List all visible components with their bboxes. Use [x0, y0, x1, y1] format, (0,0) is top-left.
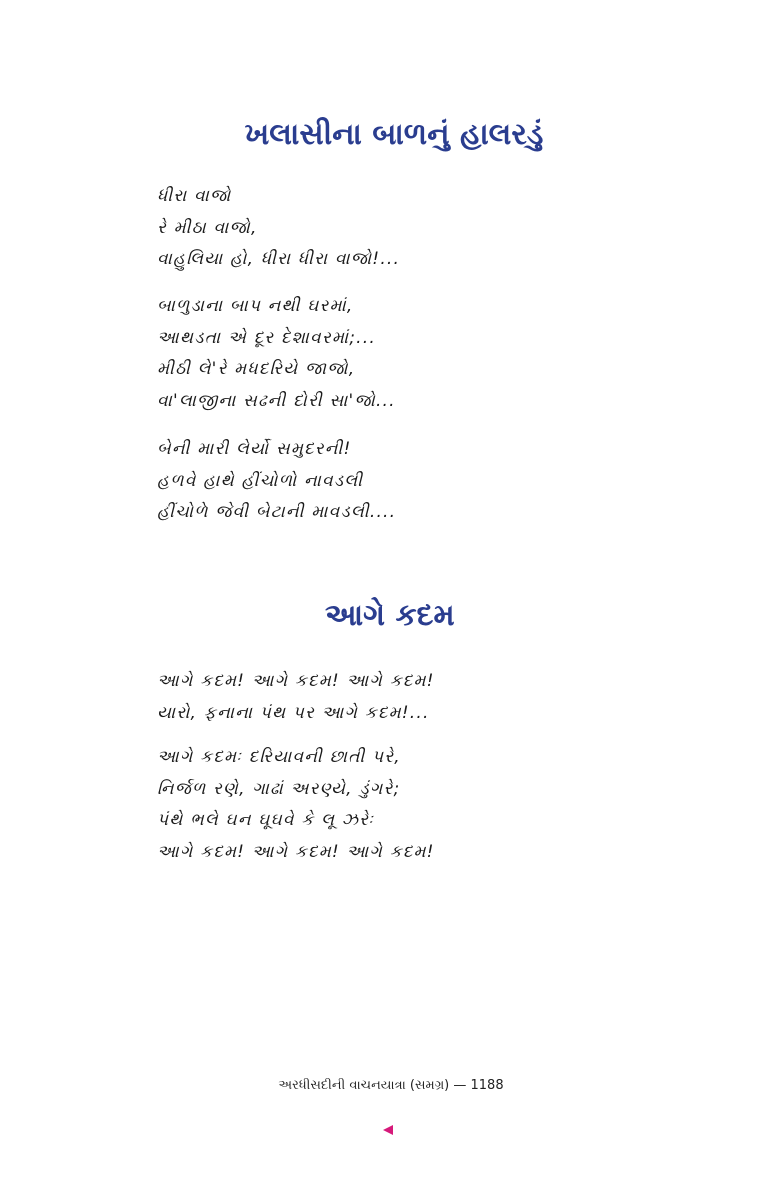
poem-line: યારો, ફનાના પંથ પર આગે કદમ!... [157, 702, 430, 723]
poem-line: આથડતા એ દૂર દેશાવરમાં;... [157, 327, 376, 348]
previous-page-button[interactable] [378, 1120, 398, 1140]
poem-title-2: આગે કદમ [325, 598, 455, 633]
poem-1-stanza-1 [157, 181, 400, 276]
poem-line: પંથે ભલે ઘન ઘૂઘવે કે લૂ ઝરેઃ [157, 810, 375, 830]
poem-line: બેની મારી લેર્યો સમુદરની! [157, 439, 352, 459]
poem-line: આગે કદમ! આગે કદમ! આગે કદમ! [157, 841, 435, 862]
poem-line: રે મીઠા વાજો, [157, 217, 258, 238]
poem-line: હળવે હાથે હીંચોળો નાવડલી [157, 470, 364, 491]
poem-2-stanza-1 [157, 666, 435, 729]
page-footer: અરધીસદીની વાચનયાત્રા (સમગ્ર) — 1188 [278, 1078, 504, 1093]
poem-line: વા'લાજીના સઢની દોરી સા'જો... [157, 390, 396, 411]
poem-line: વાહુલિયા હો, ધીરા ધીરા વાજો!... [157, 249, 401, 269]
poem-line: આગે કદમ! આગે કદમ! આગે કદમ! [157, 671, 435, 691]
poem-line: આગે કદમઃ દરિયાવની છાતી પરે, [157, 747, 401, 767]
triangle-left-icon [381, 1123, 395, 1137]
poem-title-1: ખલાસીના બાળનું હાલરડું [244, 117, 544, 152]
poem-1-stanza-2 [157, 291, 396, 417]
poem-line: ધીરા વાજો [157, 186, 232, 206]
poem-2-stanza-2 [157, 742, 435, 868]
poem-line: બાળુડાના બાપ નથી ઘરમાં, [157, 296, 354, 316]
poem-line: નિર્જળ રણે, ગાઢાં અરણ્યે, ડુંગરે; [157, 778, 401, 799]
poem-1-stanza-3 [157, 434, 396, 529]
poem-line: હીંચોળે જેવી બેટાની માવડલી.... [157, 502, 397, 522]
poem-line: મીઠી લે'રે મધદરિયે જાજો, [157, 359, 356, 379]
